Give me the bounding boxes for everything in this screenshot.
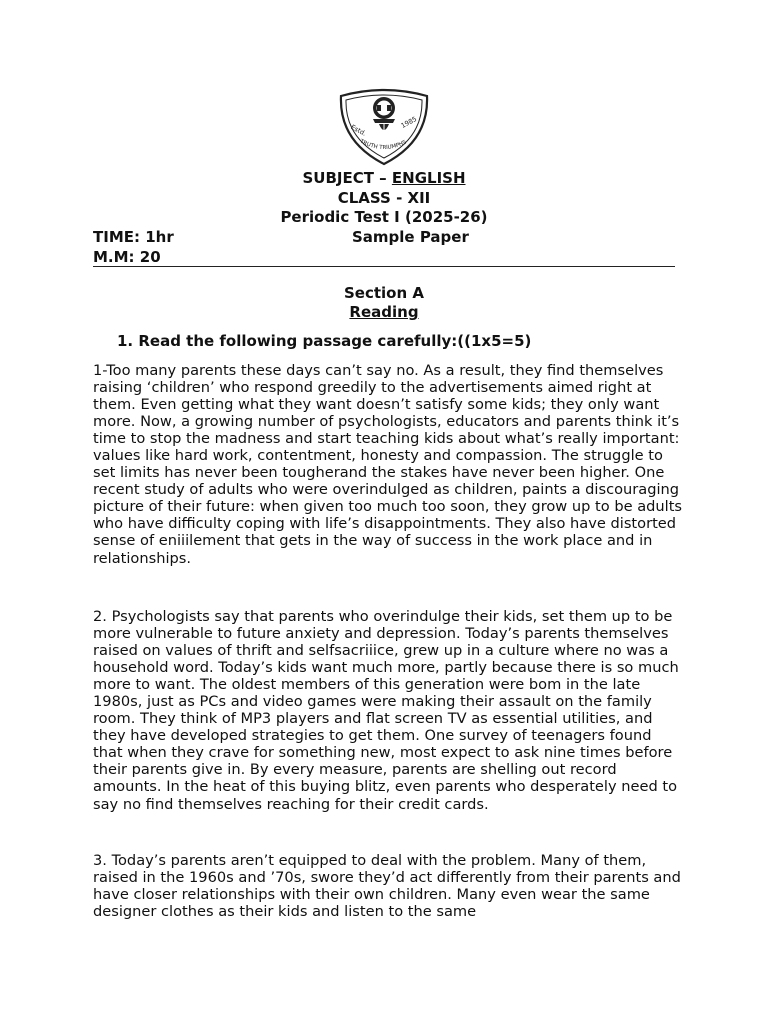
- section-subtitle: [0, 303, 768, 321]
- logo-estd-text: Estd.: [349, 123, 368, 138]
- time-label: TIME: 1hr: [93, 228, 174, 246]
- passage-paragraph-3: 3. Today’s parents aren’t equipped to deal with the problem. Many of them, raised in the 1960s and ’70s, swore they’d act differently from their parents and have closer relationships with their own children. Many even wear the same designer clothes as their kids and listen to the same: [93, 852, 681, 921]
- subject-prefix: SUBJECT –: [302, 169, 392, 187]
- class-line: CLASS - XII: [337, 189, 431, 207]
- passage-paragraph-1: 1-Too many parents these days can’t say no. As a result, they find themselves raising ‘children’ who respond greedily to the advertisements aimed right at them. Even getting what they want doesn’t satisfy some kids; they only want more. Now, a growing number of psychologists, educators and parents think it’s time to stop the madness and start teaching kids about what’s really important: values like hard work, contentment, honesty and compassion. The struggle to set limits has never been tougherand the stakes have never been higher. One recent study of adults who were overindulged as children, paints a discouraging picture of their future: when given too much too soon, they grow up to be adults who have difficulty coping with life’s disappointments. They also have distorted sense of eniiilement that gets in the way of success in the work place and in relationships.: [93, 362, 683, 567]
- passage-paragraph-2: 2. Psychologists say that parents who overindulge their kids, set them up to be more vulnerable to future anxiety and depression. Today’s parents themselves raised on values of thrift and selfsacriiice, grew up in a culture where no was a household word. Today’s kids want much more, partly because there is so much more to want. The oldest members of this generation were bom in the late 1980s, just as PCs and video games were making their assault on the family room. They think of MP3 players and flat screen TV as essential utilities, and they have developed strategies to get them. One survey of teenagers found that when they crave for something new, most expect to ask nine times before their parents give in. By every measure, parents are shelling out record amounts. In the heat of this buying blitz, even parents who desperately need to say no find themselves reaching for their credit cards.: [93, 608, 679, 813]
- logo-motto-text: TRUTH TRIUMPHS: [358, 138, 408, 152]
- subject-name: ENGLISH: [391, 169, 466, 187]
- header-divider: [93, 266, 675, 267]
- subject-line: [0, 169, 768, 187]
- test-title: Periodic Test I (2025-26): [280, 208, 488, 226]
- reading-heading: Reading: [349, 303, 419, 321]
- section-title: Section A: [344, 284, 424, 302]
- max-marks-label: M.M: 20: [93, 248, 161, 266]
- question-instruction: 1. Read the following passage carefully:((1x5=5): [117, 332, 532, 350]
- school-crest-icon: [337, 86, 431, 166]
- paper-type-label: Sample Paper: [352, 228, 469, 246]
- logo-year-text: 1985: [399, 115, 419, 130]
